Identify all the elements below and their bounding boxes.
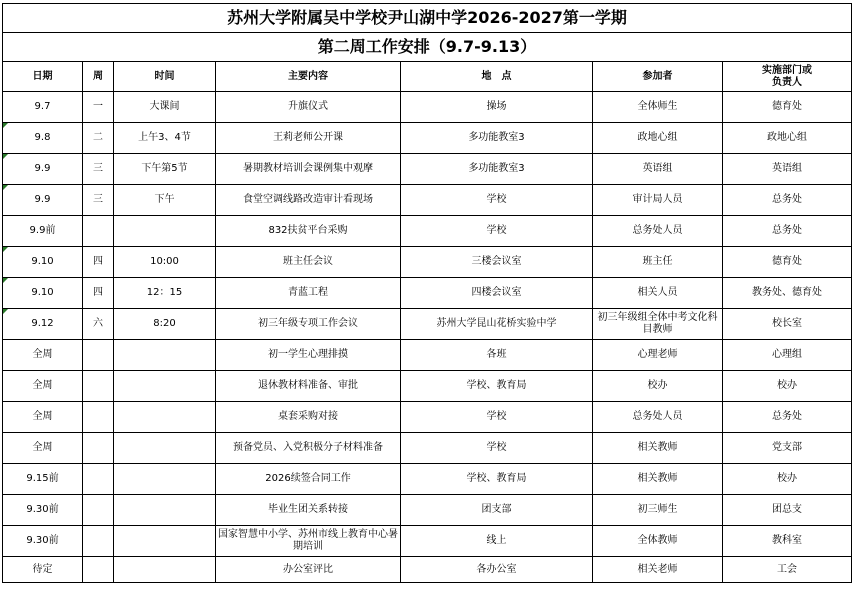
cell-weekday: [83, 433, 114, 464]
cell-owner: 校办: [723, 464, 852, 495]
header-owner: 实施部门或 负责人: [723, 62, 852, 92]
cell-date: 9.10: [3, 278, 83, 309]
cell-owner: 德育处: [723, 247, 852, 278]
cell-participants: 班主任: [593, 247, 723, 278]
table-row: [3, 371, 852, 402]
cell-date: 全周: [3, 371, 83, 402]
cell-time: 上午3、4节: [114, 123, 216, 154]
cell-date: 全周: [3, 340, 83, 371]
cell-content: 预备党员、入党积极分子材料准备: [216, 433, 401, 464]
cell-owner: 政地心组: [723, 123, 852, 154]
table-row: [3, 154, 852, 185]
cell-time: 12：15: [114, 278, 216, 309]
cell-weekday: [83, 340, 114, 371]
cell-time: [114, 464, 216, 495]
cell-content: 初一学生心理排摸: [216, 340, 401, 371]
cell-time: [114, 433, 216, 464]
cell-time: [114, 526, 216, 557]
cell-time: [114, 495, 216, 526]
cell-owner: 团总支: [723, 495, 852, 526]
cell-location: 各办公室: [401, 557, 593, 583]
cell-owner: 总务处: [723, 216, 852, 247]
cell-content: 办公室评比: [216, 557, 401, 583]
cell-content: 毕业生团关系转接: [216, 495, 401, 526]
cell-location: 团支部: [401, 495, 593, 526]
cell-date: 9.15前: [3, 464, 83, 495]
cell-weekday: 三: [83, 154, 114, 185]
cell-content: 青蓝工程: [216, 278, 401, 309]
cell-location: 学校: [401, 216, 593, 247]
title-school: 苏州大学附属吴中学校尹山湖中学2026-2027第一学期: [3, 4, 852, 33]
table-row: [3, 340, 852, 371]
cell-time: 下午: [114, 185, 216, 216]
cell-owner: 党支部: [723, 433, 852, 464]
cell-content: 桌套采购对接: [216, 402, 401, 433]
cell-content: 升旗仪式: [216, 92, 401, 123]
table-row: [3, 464, 852, 495]
cell-content: 退休教材料准备、审批: [216, 371, 401, 402]
table-row: [3, 247, 852, 278]
table-row: [3, 92, 852, 123]
cell-date: 全周: [3, 402, 83, 433]
cell-weekday: 三: [83, 185, 114, 216]
cell-participants: 心理老师: [593, 340, 723, 371]
cell-location: 三楼会议室: [401, 247, 593, 278]
cell-weekday: [83, 402, 114, 433]
cell-participants: 全体教师: [593, 526, 723, 557]
cell-content: 暑期教材培训会课例集中观摩: [216, 154, 401, 185]
cell-participants: 英语组: [593, 154, 723, 185]
cell-owner: 德育处: [723, 92, 852, 123]
table-row: [3, 185, 852, 216]
cell-owner: 总务处: [723, 402, 852, 433]
cell-weekday: [83, 216, 114, 247]
cell-location: 多功能教室3: [401, 123, 593, 154]
cell-weekday: [83, 371, 114, 402]
cell-time: [114, 216, 216, 247]
cell-participants: 政地心组: [593, 123, 723, 154]
cell-participants: 初三年级组全体中考文化科目教师: [593, 309, 723, 340]
cell-location: 学校: [401, 185, 593, 216]
title-week: 第二周工作安排（9.7-9.13）: [3, 33, 852, 62]
cell-time: 10:00: [114, 247, 216, 278]
cell-time: [114, 402, 216, 433]
header-location: 地 点: [401, 62, 593, 92]
cell-owner: 校办: [723, 371, 852, 402]
cell-content: 王莉老师公开课: [216, 123, 401, 154]
table-row: [3, 433, 852, 464]
cell-content: 班主任会议: [216, 247, 401, 278]
cell-content: 2026续签合同工作: [216, 464, 401, 495]
cell-weekday: [83, 526, 114, 557]
table-row: [3, 309, 852, 340]
cell-participants: 校办: [593, 371, 723, 402]
cell-owner: 英语组: [723, 154, 852, 185]
cell-date: 9.30前: [3, 526, 83, 557]
cell-content: 食堂空调线路改造审计看现场: [216, 185, 401, 216]
cell-date: 全周: [3, 433, 83, 464]
cell-time: 8:20: [114, 309, 216, 340]
header-row: [3, 62, 852, 92]
cell-location: 多功能教室3: [401, 154, 593, 185]
cell-date: 9.10: [3, 247, 83, 278]
header-weekday: 周: [83, 62, 114, 92]
cell-date: 9.9: [3, 154, 83, 185]
header-content: 主要内容: [216, 62, 401, 92]
table-row: [3, 123, 852, 154]
cell-participants: 相关人员: [593, 278, 723, 309]
cell-location: 学校、教育局: [401, 464, 593, 495]
cell-weekday: [83, 495, 114, 526]
cell-owner: 校长室: [723, 309, 852, 340]
table-row: [3, 495, 852, 526]
cell-owner: 心理组: [723, 340, 852, 371]
table-row: [3, 278, 852, 309]
cell-date: 9.8: [3, 123, 83, 154]
cell-location: 操场: [401, 92, 593, 123]
header-date: 日期: [3, 62, 83, 92]
cell-date: 9.30前: [3, 495, 83, 526]
cell-owner: 工会: [723, 557, 852, 583]
cell-date: 待定: [3, 557, 83, 583]
schedule-table: [2, 3, 852, 583]
cell-location: 线上: [401, 526, 593, 557]
cell-date: 9.7: [3, 92, 83, 123]
table-row: [3, 526, 852, 557]
cell-owner: 教务处、德育处: [723, 278, 852, 309]
cell-participants: 相关老师: [593, 557, 723, 583]
cell-date: 9.9: [3, 185, 83, 216]
cell-time: [114, 557, 216, 583]
cell-participants: 相关教师: [593, 464, 723, 495]
cell-weekday: 一: [83, 92, 114, 123]
table-row: [3, 402, 852, 433]
table-row: [3, 216, 852, 247]
cell-time: 大课间: [114, 92, 216, 123]
cell-location: 学校、教育局: [401, 371, 593, 402]
cell-content: 国家智慧中小学、苏州市线上教育中心暑期培训: [216, 526, 401, 557]
cell-weekday: 六: [83, 309, 114, 340]
cell-participants: 总务处人员: [593, 216, 723, 247]
cell-weekday: 二: [83, 123, 114, 154]
cell-content: 832扶贫平台采购: [216, 216, 401, 247]
cell-location: 学校: [401, 433, 593, 464]
header-time: 时间: [114, 62, 216, 92]
cell-content: 初三年级专项工作会议: [216, 309, 401, 340]
cell-location: 四楼会议室: [401, 278, 593, 309]
cell-date: 9.9前: [3, 216, 83, 247]
cell-weekday: [83, 464, 114, 495]
cell-weekday: [83, 557, 114, 583]
cell-location: 学校: [401, 402, 593, 433]
cell-owner: 总务处: [723, 185, 852, 216]
cell-participants: 总务处人员: [593, 402, 723, 433]
cell-location: 各班: [401, 340, 593, 371]
cell-time: 下午第5节: [114, 154, 216, 185]
header-participants: 参加者: [593, 62, 723, 92]
cell-time: [114, 340, 216, 371]
cell-participants: 相关教师: [593, 433, 723, 464]
cell-location: 苏州大学昆山花桥实验中学: [401, 309, 593, 340]
cell-participants: 审计局人员: [593, 185, 723, 216]
cell-participants: 初三师生: [593, 495, 723, 526]
cell-participants: 全体师生: [593, 92, 723, 123]
cell-owner: 教科室: [723, 526, 852, 557]
cell-time: [114, 371, 216, 402]
cell-date: 9.12: [3, 309, 83, 340]
table-row: [3, 557, 852, 583]
cell-weekday: 四: [83, 247, 114, 278]
cell-weekday: 四: [83, 278, 114, 309]
